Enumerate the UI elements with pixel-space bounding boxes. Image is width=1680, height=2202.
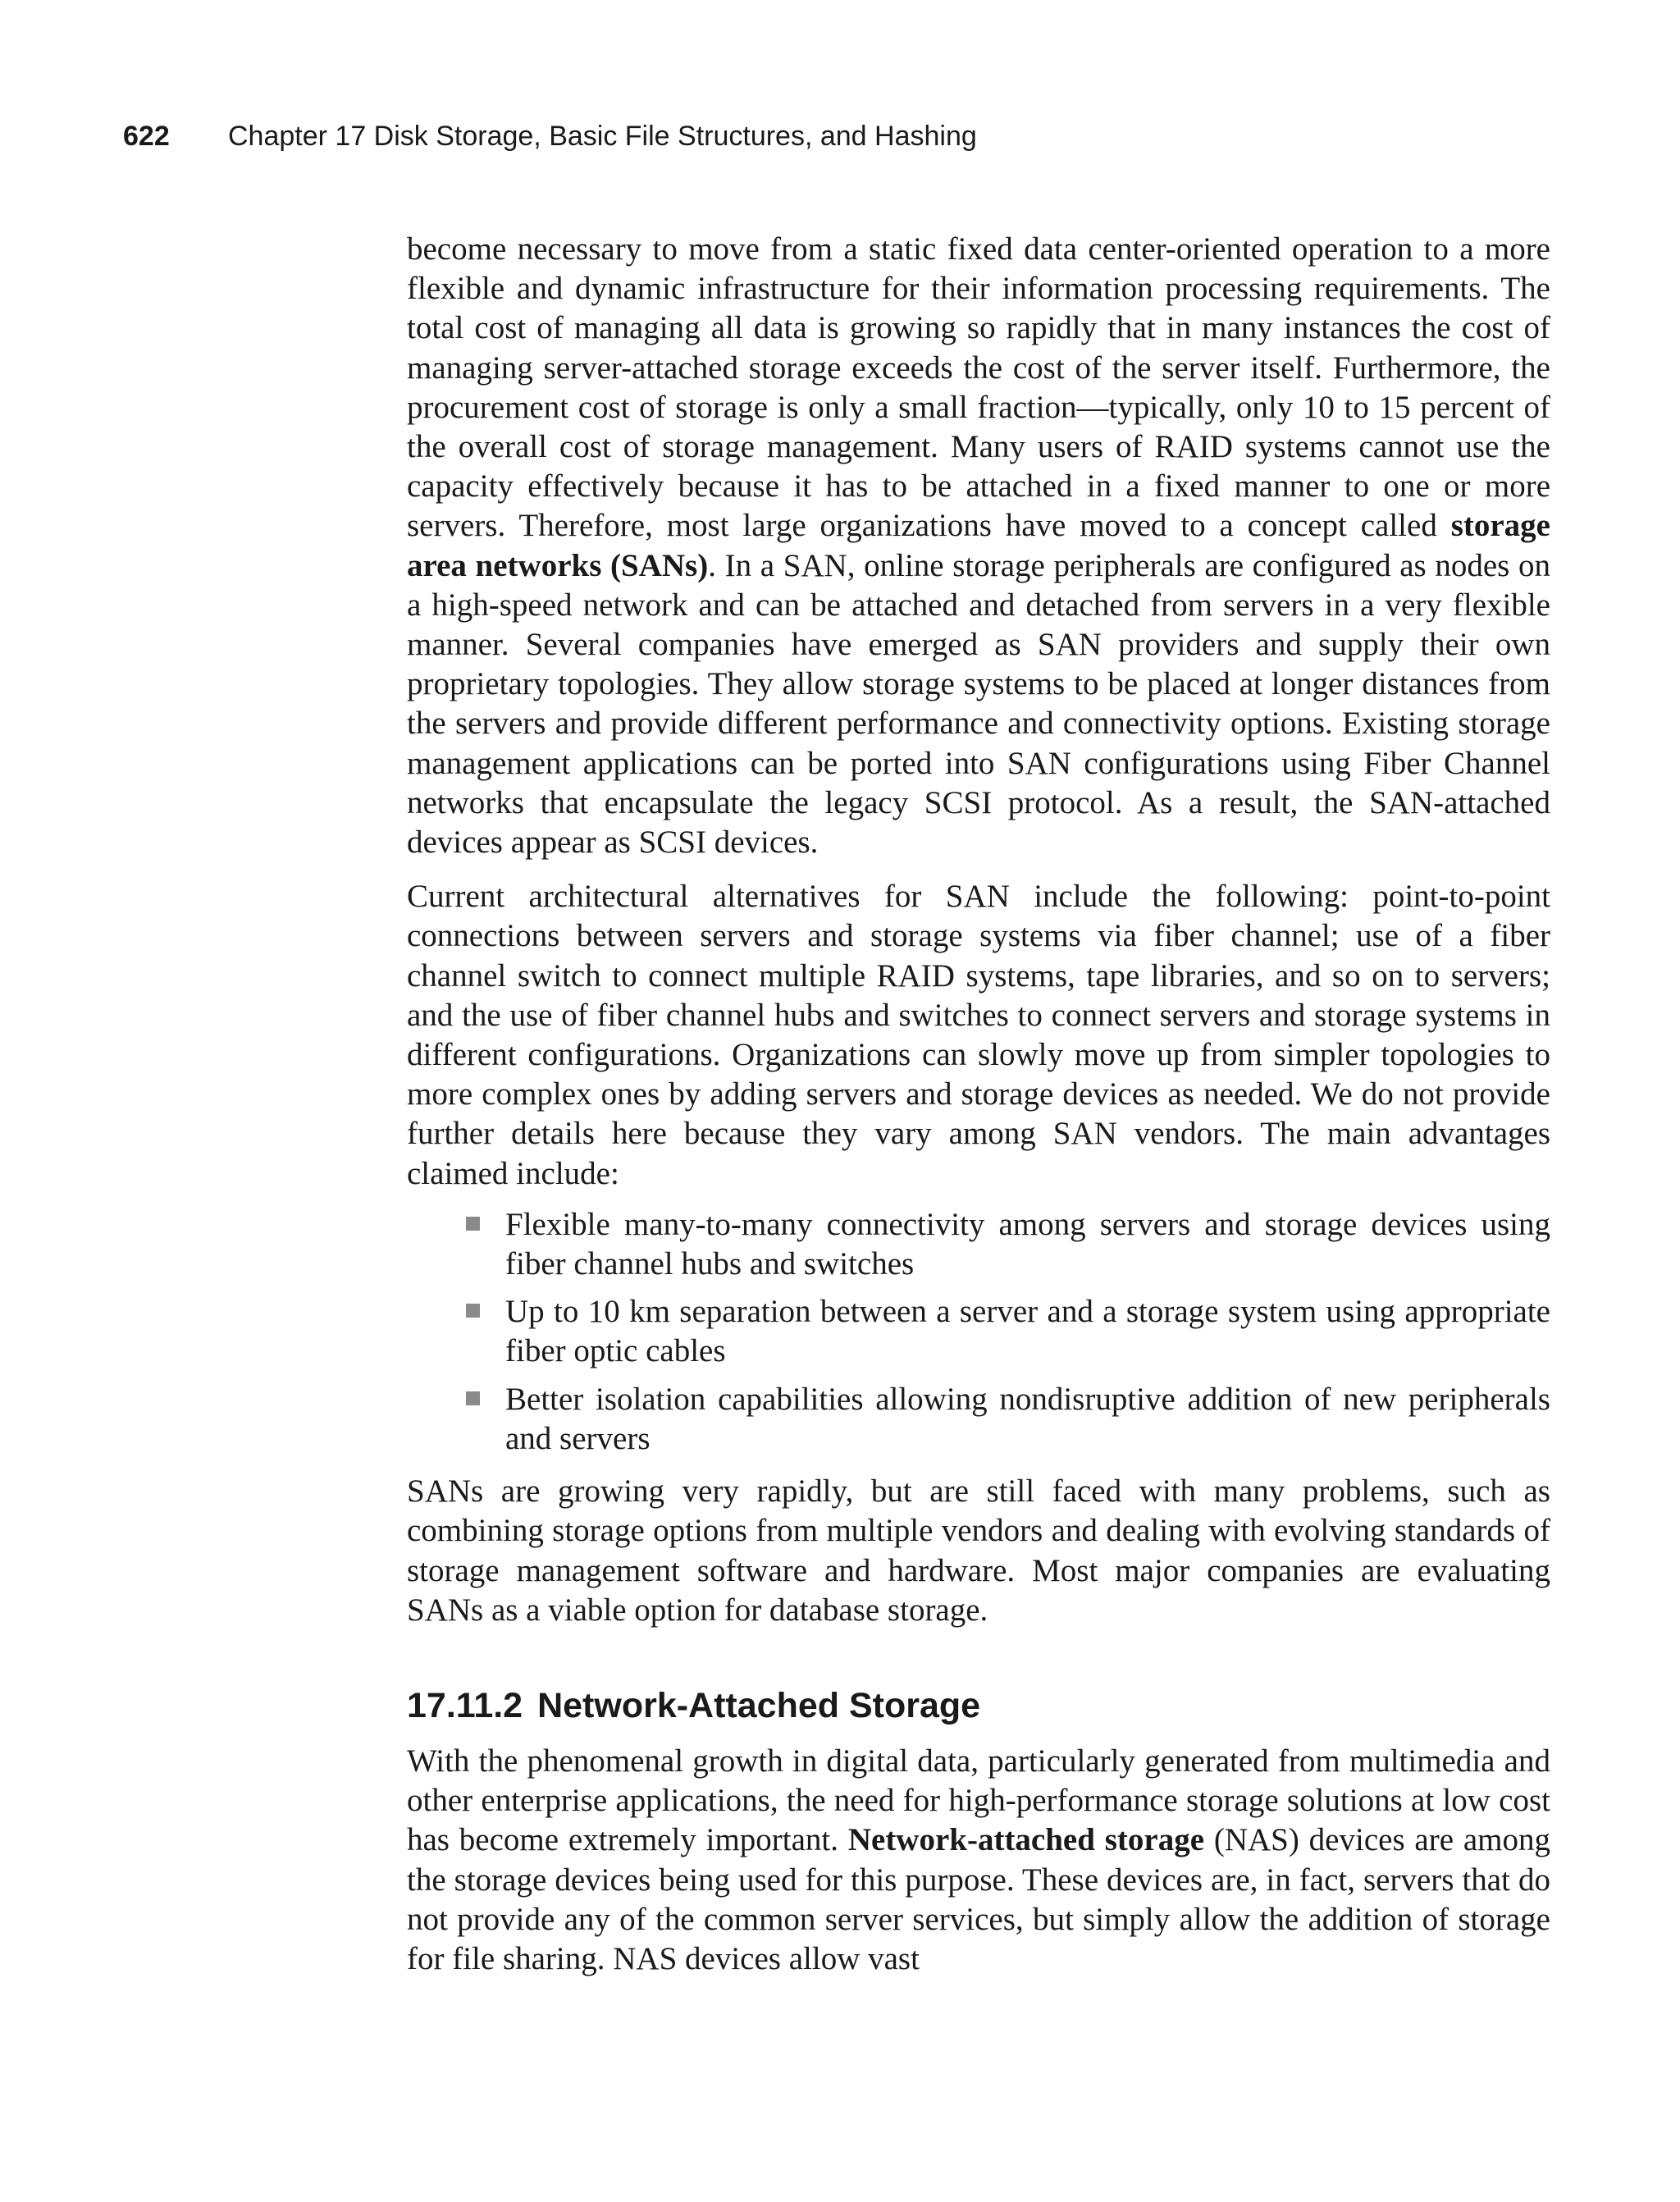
term-network-attached-storage: Network-attached storage xyxy=(847,1822,1205,1858)
term-storage-area-networks: storage area networks (SANs) xyxy=(407,508,1550,583)
paragraph-text: . In a SAN, online storage peripherals are configured as nodes on a high-speed network and can be attached and detached from servers in a very flexible manner. Several companies have emerged as SAN providers and supply their own proprietary topologies. They allow storage systems to be placed at longer distances from the servers and provide different performance and connectivity options. Existing storage management applications can be ported into SAN configurations using Fiber Channel networks that encapsulate the legacy SCSI protocol. As a result, the SAN-attached devices appear as SCSI devices. xyxy=(407,547,1551,861)
page-number: 622 xyxy=(123,121,170,152)
list-item xyxy=(505,1292,1550,1371)
paragraph-nas-intro xyxy=(407,1742,1550,1979)
section-title: Network-Attached Storage xyxy=(537,1685,981,1725)
body-text xyxy=(407,230,1550,1979)
list-item-text: Up to 10 km separation between a server and a storage system using appropriate fiber optic cables xyxy=(505,1294,1550,1369)
chapter-title: Chapter 17 Disk Storage, Basic File Structures, and Hashing xyxy=(228,121,977,152)
paragraph-text: With the phenomenal growth in digital data, particularly generated from multimedia and other enterprise applications, the need for high-performance storage solutions at low cost has become extremely important. xyxy=(407,1743,1550,1858)
paragraph-san-intro xyxy=(407,230,1550,862)
paragraph-san-alternatives: Current architectural alternatives for SAN include the following: point-to-point connections between servers and storage systems via fiber channel; use of a fiber channel switch to connect multiple RAID systems, tape libraries, and so on to servers; and the use of fiber channel hubs and switches to connect servers and storage systems in different configurations. Organizations can slowly move up from simpler topologies to more complex ones by adding servers and storage devices as needed. We do not provide further details here because they vary among SAN vendors. The main advantages claimed include: xyxy=(407,879,1550,1191)
list-item-text: Better isolation capabilities allowing nondisruptive addition of new peripherals and servers xyxy=(505,1381,1550,1456)
square-bullet-icon xyxy=(466,1217,480,1231)
section-heading xyxy=(407,1684,1550,1727)
paragraph-text: become necessary to move from a static fixed data center-oriented operation to a more flexible and dynamic infrastructure for their information processing requirements. The total cost of managing all data is growing so rapidly that in many instances the cost of managing server-attached storage exceeds the cost of the server itself. Furthermore, the procurement cost of storage is only a small fraction—typically, only 10 to 15 percent of the overall cost of storage management. Many users of RAID systems cannot use the capacity effectively because it has to be attached in a fixed manner to one or more servers. Therefore, most large organizations have moved to a concept called xyxy=(407,231,1550,544)
list-item xyxy=(505,1380,1550,1459)
running-head xyxy=(123,120,977,153)
section-number: 17.11.2 xyxy=(407,1685,523,1725)
paragraph-san-growth: SANs are growing very rapidly, but are still faced with many problems, such as combining storage options from multiple vendors and dealing with evolving standards of storage management software and hardware. Most major companies are evaluating SANs as a viable option for database storage. xyxy=(407,1473,1550,1628)
paragraph-text: (NAS) devices are among the storage devices being used for this purpose. These devices are, in fact, servers that do not provide any of the common server services, but simply allow the addition of storage for file sharing. NAS devices allow vast xyxy=(407,1822,1551,1976)
advantages-list xyxy=(407,1205,1550,1459)
square-bullet-icon xyxy=(466,1391,480,1405)
list-item-text: Flexible many-to-many connectivity among servers and storage devices using fiber channel hubs and switches xyxy=(505,1206,1550,1282)
square-bullet-icon xyxy=(466,1304,480,1318)
list-item xyxy=(505,1205,1550,1284)
